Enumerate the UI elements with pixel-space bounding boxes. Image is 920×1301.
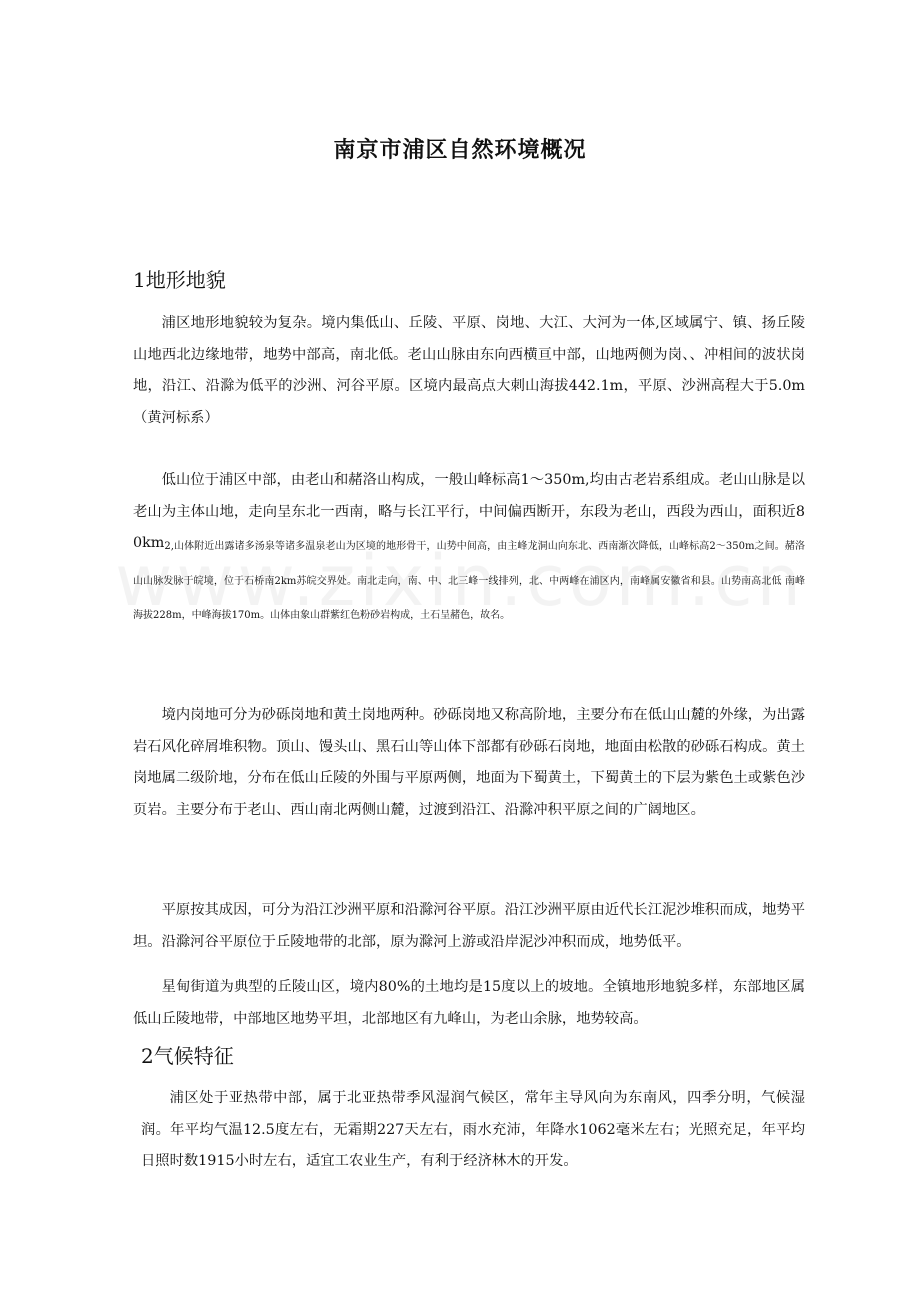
section-heading-landform: 1地形地貌 (133, 268, 226, 292)
superscript-exponent: 2,山体附近出露诸多汤泉等诸多温泉老山为区境的地形骨干，山势中间高，由主峰龙洞山向东北、西南渐次降低，山峰标高2～350m之间。赭洛山山脉发脉于皖境，位于石桥南2km苏皖交界处。南北走向，南、中、北三峰一线排列，北、中两峰在浦区内，南峰属安徽省和县。山势南高北低 南峰海拔228m，中峰海拔170m。山体由象山群紫红色粉砂岩构成，土石呈赭色，故名。 (133, 541, 805, 621)
paragraph-landform-overview: 浦区地形地貌较为复杂。境内集低山、丘陵、平原、岗地、大江、大河为一体,区域属宁、镇、扬丘陵山地西北边缘地带，地势中部高，南北低。老山山脉由东向西横亘中部，山地两侧为岗、、冲相间的波状岗地，沿江、沿滁为低平的沙洲、河谷平原。区境内最高点大刺山海拔442.1m，平原、沙洲高程大于5.0m（黄河标系） (133, 315, 805, 426)
paragraph-climate: 浦区处于亚热带中部，属于北亚热带季风湿润气候区，常年主导风向为东南风，四季分明，气候湿润。年平均气温12.5度左右，无霜期227天左右，雨水充沛，年降水1062毫米左右；光照充足，年平均日照时数1915小时左右，适宜工农业生产，有利于经济林木的开发。 (141, 1090, 805, 1169)
paragraph-hillocks: 境内岗地可分为砂砾岗地和黄土岗地两种。砂砾岗地又称高阶地，主要分布在低山山麓的外缘，为出露岩石风化碎屑堆积物。顶山、馒头山、黑石山等山体下部都有砂砾石岗地，地面由松散的砂砾石构成。黄土岗地属二级阶地，分布在低山丘陵的外围与平原两侧，地面为下蜀黄土，下蜀黄土的下层为紫色土或紫色沙页岩。主要分布于老山、西山南北两侧山麓，过渡到沿江、沿滁冲积平原之间的广阔地区。 (133, 707, 805, 818)
paragraph-low-mountains: 低山位于浦区中部，由老山和赭洛山构成，一般山峰标高1～350m,均由古老岩系组成。老山山脉是以老山为主体山地，走向呈东北一西南，略与长江平行，中间偏西断开，东段为老山，西段为西山，面积近$80km_{2,山体附近出露诸多汤泉等诸多温泉老山为区境的地形骨干,山势中间高,由主峰龙洞山向东北、西南渐次降低,山峰标高2\sim 350m之间。赭洛山山脉发脉于皖境,位于石桥南2km苏皖交界处。南北走向,南、中、北三峰一线排列,北、中两峰在浦区内,南峰属安徽省和县。山势南高北低 南峰海拔228m,中峰海拔170m。山体由象山群紫红色粉砂岩构成,土石呈赭色,故名。}$ (133, 472, 805, 621)
paragraph-plains: 平原按其成因，可分为沿江沙洲平原和沿滁河谷平原。沿江沙洲平原由近代长江泥沙堆积而成，地势平坦。沿滁河谷平原位于丘陵地带的北部，原为滁河上游或沿岸泥沙冲积而成，地势低平。 (133, 902, 805, 950)
paragraph-xingdian: 星甸街道为典型的丘陵山区，境内80%的土地均是15度以上的坡地。全镇地形地貌多样，东部地区属低山丘陵地带，中部地区地势平坦，北部地区有九峰山，为老山余脉，地势较高。 (133, 979, 805, 1027)
page-title: 南京市浦区自然环境概况 (333, 137, 587, 163)
section-heading-climate: 2气候特征 (141, 1044, 234, 1068)
